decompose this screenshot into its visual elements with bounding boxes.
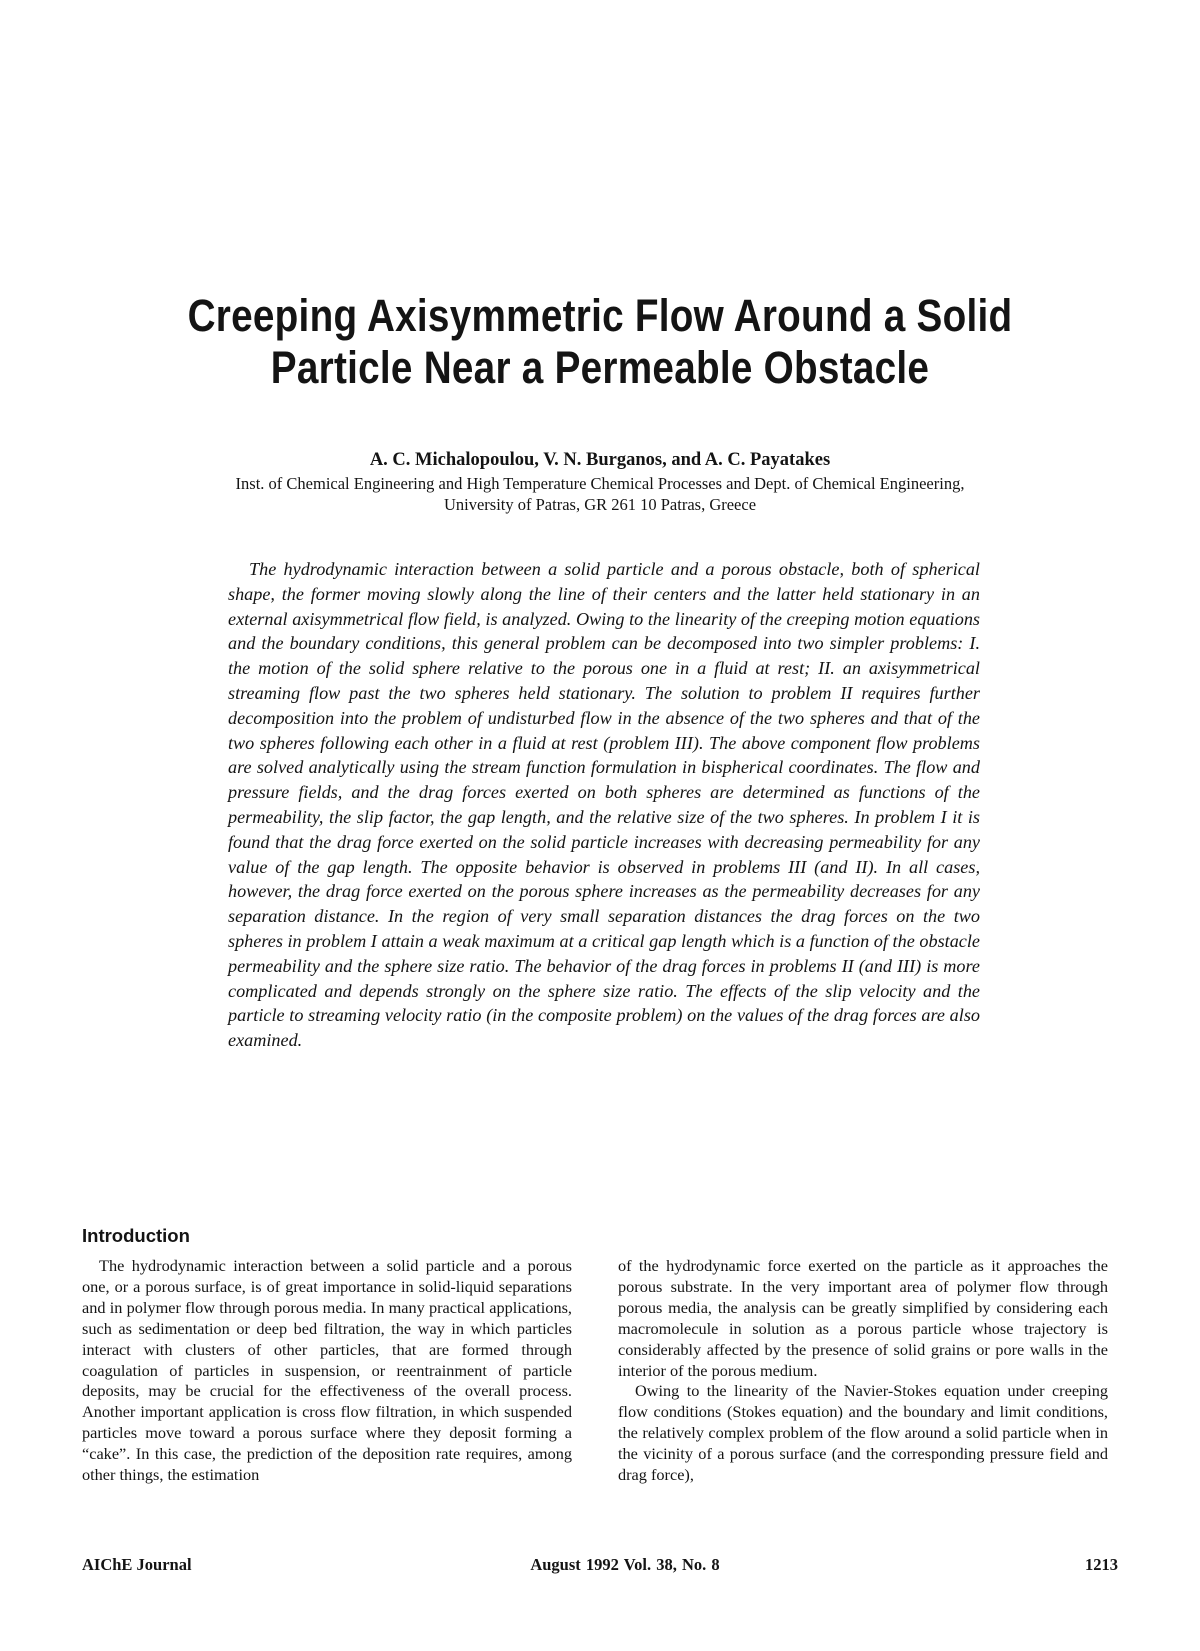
- footer-journal-name: AIChE Journal: [82, 1555, 192, 1574]
- body-paragraph-continued: of the hydrodynamic force exerted on the particle as it approaches the porous substrate. In the very important area of polymer flow through porous media, the analysis can be greatly simplified by considering each macromolecule in solution as a porous particle whose trajectory is considerably affected by the presence of solid grains or pore walls in the interior of the porous medium.: [618, 1256, 1108, 1380]
- body-column-right: [618, 1256, 1108, 1486]
- body-paragraph: Owing to the linearity of the Navier-Stokes equation under creeping flow conditions (Stokes equation) and the boundary and limit conditions, the relatively complex problem of the flow around a solid particle when in the vicinity of a porous surface (and the corresponding pressure field and drag force),: [618, 1381, 1108, 1485]
- footer-page-number: 1213: [1085, 1555, 1118, 1574]
- abstract: The hydrodynamic interaction between a solid particle and a porous obstacle, both of spherical shape, the former moving slowly along the line of their centers and the latter held stationary in an external axisymmetrical flow field, is analyzed. Owing to the linearity of the creeping motion equations and the boundary conditions, this general problem can be decomposed into two simpler problems: I. the motion of the solid sphere relative to the porous one in a fluid at rest; II. an axisymmetrical streaming flow past the two spheres held stationary. The solution to problem II requires further decomposition into the problem of undisturbed flow in the absence of the two spheres and that of the two spheres following each other in a fluid at rest (problem III). The above component flow problems are solved analytically using the stream function formulation in bispherical coordinates. The flow and pressure fields, and the drag forces exerted on both spheres are determined as functions of the permeability, the slip factor, the gap length, and the relative size of the two spheres. In problem I it is found that the drag force exerted on the solid particle increases with decreasing permeability for any value of the gap length. The opposite behavior is observed in problems III (and II). In all cases, however, the drag force exerted on the porous sphere increases as the permeability decreases for any separation distance. In the region of very small separation distances the drag forces on the two spheres in problem I attain a weak maximum at a critical gap length which is a function of the obstacle permeability and the sphere size ratio. The behavior of the drag forces in problems II (and III) is more complicated and depends strongly on the sphere size ratio. The effects of the slip velocity and the particle to streaming velocity ratio (in the composite problem) on the values of the drag forces are also examined.: [228, 559, 980, 1051]
- body-paragraph: The hydrodynamic interaction between a solid particle and a porous one, or a porous surface, is of great importance in solid-liquid separations and in polymer flow through porous media. In many practical applications, such as sedimentation or deep bed filtration, the way in which particles interact with clusters of other particles, that are formed through coagulation of particles in suspension, or reentrainment of particle deposits, may be crucial for the effectiveness of the overall process. Another important application is cross flow filtration, in which suspended particles move toward a porous surface where they deposit forming a “cake”. In this case, the prediction of the deposition rate requires, among other things, the estimation: [82, 1256, 572, 1485]
- author-list: A. C. Michalopoulou, V. N. Burganos, and A. C. Payatakes: [369, 450, 831, 470]
- affiliation-line-2: University of Patras, GR 261 10 Patras, Greece: [443, 495, 757, 514]
- body-column-left: [82, 1256, 572, 1486]
- paper-title: Creeping Axisymmetric Flow Around a Solid Particle Near a Permeable Obstacle: [187, 290, 1013, 393]
- footer-issue-info: August 1992 Vol. 38, No. 8: [530, 1555, 720, 1574]
- affiliation: [120, 473, 1080, 515]
- affiliation-line-1: Inst. of Chemical Engineering and High Temperature Chemical Processes and Dept. of Chemical Engineering,: [235, 474, 965, 493]
- section-heading-introduction: Introduction: [82, 1225, 190, 1246]
